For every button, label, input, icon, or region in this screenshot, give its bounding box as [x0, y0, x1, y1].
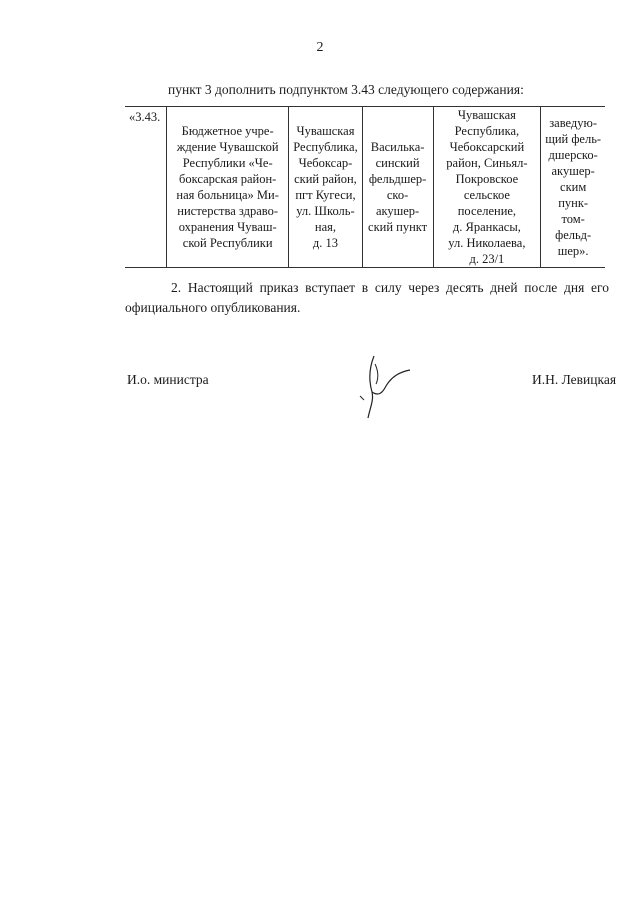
signature-title: И.о. министра	[127, 372, 209, 387]
paragraph-2: 2. Настоящий приказ вступает в силу через десять дней после дня его официального опубликования.	[125, 280, 609, 315]
table-row	[125, 107, 605, 268]
cell-line: ско-	[386, 188, 409, 202]
cell-line: ской Республики	[182, 236, 273, 250]
cell-line: щий фель-	[545, 132, 602, 146]
cell-line: Республика,	[454, 124, 520, 138]
cell-facility	[362, 107, 433, 268]
cell-line: пгт Кугеси,	[295, 188, 356, 202]
cell-line: том-	[561, 212, 585, 226]
cell-line: ная больница» Ми-	[176, 188, 279, 202]
cell-line: ский пункт	[368, 220, 428, 234]
cell-line: охранения Чуваш-	[178, 220, 277, 234]
cell-line: Чувашская	[457, 108, 516, 122]
cell-line: район, Синьял-	[446, 156, 528, 170]
cell-line: Республики «Че-	[182, 156, 273, 170]
cell-address	[289, 107, 362, 268]
intro-text: пункт 3 дополнить подпунктом 3.43 следующего содержания:	[168, 82, 524, 97]
row-number: «3.43.	[125, 107, 167, 268]
cell-line: Чебоксарский	[449, 140, 525, 154]
cell-line: ул. Школь-	[296, 204, 355, 218]
cell-line: фельдшер-	[368, 172, 427, 186]
cell-line: нистерства здраво-	[177, 204, 279, 218]
cell-line: синский	[375, 156, 420, 170]
cell-line: фельд-	[555, 228, 592, 242]
cell-line: дшерско-	[548, 148, 598, 162]
cell-line: Василька-	[370, 140, 425, 154]
signature-name: И.Н. Левицкая	[532, 372, 617, 387]
cell-line: Чувашская	[296, 124, 355, 138]
cell-line: Покровское	[455, 172, 519, 186]
cell-line: д. 23/1	[469, 252, 505, 266]
cell-line: поселение,	[457, 204, 517, 218]
cell-position	[541, 107, 605, 268]
handwritten-signature	[348, 352, 418, 424]
cell-line: акушер-	[375, 204, 420, 218]
cell-line: акушер-	[551, 164, 595, 178]
cell-line: шер».	[557, 244, 589, 258]
cell-line: ский район,	[294, 172, 357, 186]
amendment-table	[125, 106, 605, 268]
cell-line: заведую-	[549, 116, 598, 130]
cell-line: Республика,	[293, 140, 358, 154]
cell-line: ул. Николаева,	[448, 236, 526, 250]
cell-institution	[167, 107, 289, 268]
cell-line: ждение Чувашской	[176, 140, 279, 154]
cell-line: боксарская район-	[179, 172, 277, 186]
page-number: 2	[316, 40, 324, 55]
cell-line: д. Яранкасы,	[452, 220, 521, 234]
cell-line: сельское	[463, 188, 510, 202]
cell-line: ная,	[314, 220, 337, 234]
cell-location	[433, 107, 541, 268]
cell-line: д. 13	[312, 236, 339, 250]
cell-line: Чебоксар-	[298, 156, 353, 170]
cell-line: ским пунк-	[558, 180, 589, 210]
cell-line: Бюджетное учре-	[181, 124, 274, 138]
